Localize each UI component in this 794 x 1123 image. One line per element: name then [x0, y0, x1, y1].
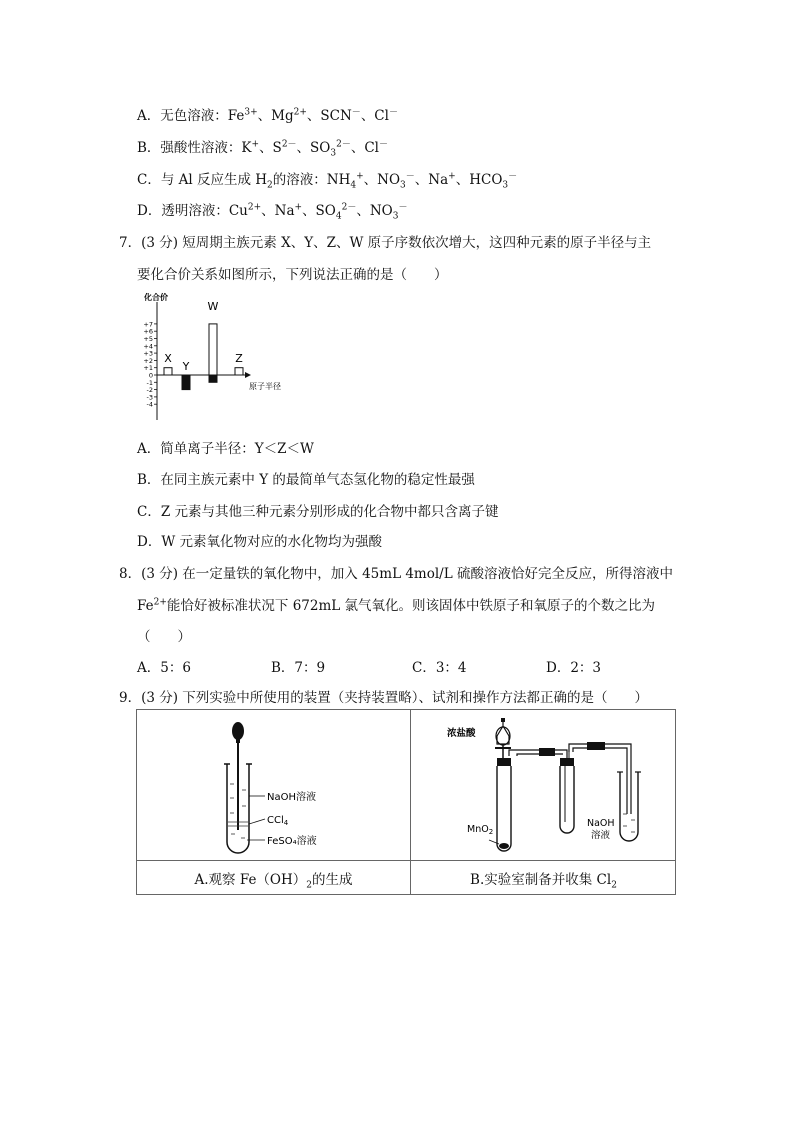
absorber-tube-icon: [617, 772, 641, 841]
chart-y-tick-label: +2: [143, 356, 153, 365]
separatory-funnel-icon: [495, 718, 511, 764]
chart-category-label-Z: Z: [235, 352, 243, 365]
chart-y-tick-label: -3: [146, 393, 153, 402]
q9-stem: 9．(3 分) 下列实验中所使用的装置（夹持装置略）、试剂和操作方法都正确的是（ ）: [119, 690, 649, 706]
chart-y-ticks: [143, 320, 157, 408]
q8-option-d: D．2：3: [546, 660, 602, 676]
apparatus-a-figure: [197, 718, 357, 858]
q7-stem-line1: 7．(3 分) 短周期主族元素 X、Y、Z、W 原子序数依次增大，这四种元素的原子半径与主: [119, 235, 652, 251]
chart-category-labels: [164, 300, 243, 373]
q6-option-c: C．与 Al 反应生成 $H_2$的溶液：$NH_4^+$、$NO_3^-$、Na+、$HCO_3^-$: [137, 171, 518, 191]
chart-bar-W: [209, 375, 217, 382]
chart-y-tick-label: +4: [143, 342, 153, 351]
dropper-icon: [232, 722, 244, 830]
label-solution-b: 溶液: [591, 830, 611, 841]
chart-x-arrow: [245, 372, 251, 378]
leader-ccl4: [249, 819, 265, 824]
caption-a: A.观察 $Fe(OH)_2$的生成: [194, 872, 353, 891]
table-divider-vertical: [410, 710, 411, 894]
q8-option-a: A．5：6: [137, 660, 191, 676]
q9-apparatus-table: [136, 709, 676, 895]
label-hcl: 浓盐酸: [447, 728, 476, 739]
chart-y-tick-label: +7: [143, 320, 153, 329]
valence-radius-chart: [140, 288, 300, 423]
chart-category-label-Y: Y: [182, 360, 190, 373]
q6-option-a: A．无色溶液：$Fe^{3+}$、$Mg^{2+}$、SCN－、Cl－: [137, 107, 398, 124]
label-feso4: FeSO₄溶液: [267, 836, 317, 847]
apparatus-b-figure: [417, 714, 673, 858]
chart-y-tick-label: -2: [146, 386, 153, 395]
chart-bars: [164, 324, 243, 390]
chart-bar-Z: [235, 368, 243, 375]
q8-option-c: C．3：4: [412, 660, 467, 676]
q8-stem-line3: （ ）: [137, 629, 191, 645]
q8-option-b: B．7：9: [271, 660, 326, 676]
chart-y-tick-label: 0: [148, 371, 153, 380]
q7-stem-line2: 要化合价关系如图所示，下列说法正确的是（ ）: [137, 267, 448, 283]
q7-option-a: A．简单离子半径：Y＜Z＜W: [137, 441, 314, 457]
label-ccl4: CCl$_4$: [267, 815, 289, 827]
q6-option-b: B．强酸性溶液：K+、$S^{2-}$、$SO_3^{2-}$、Cl－: [137, 139, 389, 159]
chart-y-tick-label: +3: [143, 349, 153, 358]
chart-y-tick-label: -4: [146, 400, 153, 409]
chart-bar-W: [209, 324, 217, 375]
collection-tube-icon: [560, 752, 574, 833]
chart-category-label-W: W: [207, 300, 219, 313]
q8-options: [137, 656, 637, 676]
q8-stem-line2: $Fe^{2+}$能恰好被标准状况下 672mL 氯气氧化。则该固体中铁原子和氧原子的个数之比为: [137, 597, 656, 614]
gas-tube-icon: [509, 748, 567, 760]
label-naoh-b: NaOH: [587, 818, 615, 829]
chart-y-tick-label: +5: [143, 335, 153, 343]
chart-ylabel: 化合价: [144, 293, 168, 302]
chart-y-tick-label: -1: [146, 378, 153, 387]
label-naoh: NaOH溶液: [267, 792, 316, 803]
q7-option-c: C．Z 元素与其他三种元素分别形成的化合物中都只含离子键: [137, 504, 499, 520]
q6-option-d: D．透明溶液：$Cu^{2+}$、Na+、$SO_4^{2-}$、$NO_3^-$: [137, 202, 408, 222]
table-divider-horizontal: [137, 860, 675, 861]
q7-option-d: D．W 元素氧化物对应的水化物均为强酸: [137, 534, 382, 550]
q7-option-b: B．在同主族元素中 Y 的最简单气态氢化物的稳定性最强: [137, 472, 475, 488]
chart-bar-X: [164, 368, 172, 375]
chart-bar-Y: [182, 375, 190, 390]
chart-y-tick-label: +1: [143, 364, 153, 373]
outlet-tube-icon: [569, 742, 631, 814]
q8-stem-line1: 8．(3 分) 在一定量铁的氧化物中，加入 45mL 4mol/L 硫酸溶液恰好完全反应，所得溶液中: [119, 566, 673, 582]
chart-category-label-X: X: [164, 352, 172, 365]
generator-tube-icon: [497, 758, 511, 851]
caption-b: B.实验室制备并收集 $Cl_2$: [470, 872, 617, 891]
chart-y-tick-label: +6: [143, 327, 153, 336]
label-mno2: MnO$_2$: [467, 824, 494, 836]
chart-xlabel: 原子半径: [249, 382, 281, 391]
